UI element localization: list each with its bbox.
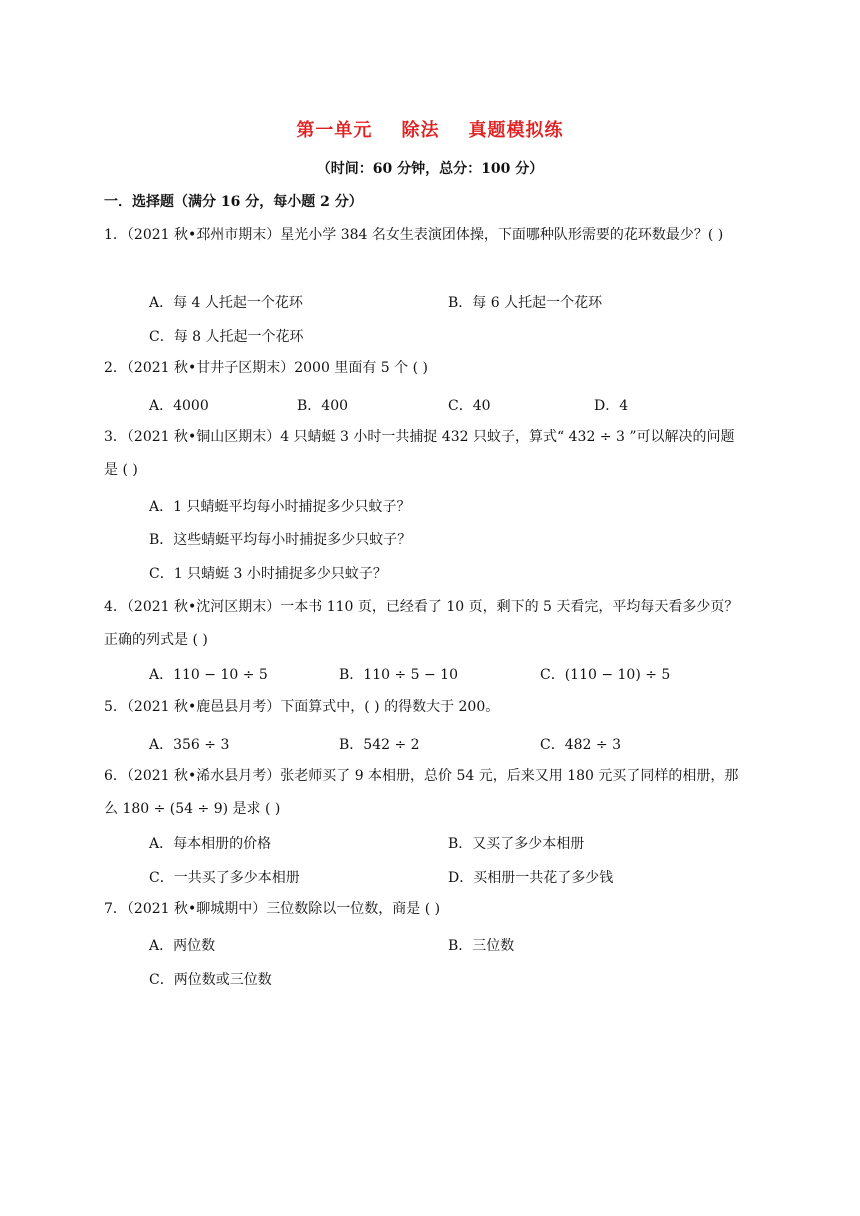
question-7-option-c: C．两位数或三位数 — [149, 972, 272, 988]
question-5-option-b: B．542 ÷ 2 — [339, 737, 420, 753]
question-6-option-d: D．买相册一共花了多少钱 — [448, 870, 614, 886]
question-6-option-c: C．一共买了多少本相册 — [149, 870, 300, 886]
question-6-option-a: A．每本相册的价格 — [149, 836, 272, 852]
question-1-option-b: B．每 6 人托起一个花环 — [448, 295, 603, 311]
question-4-option-c: C．(110 − 10) ÷ 5 — [540, 667, 671, 683]
question-5-stem: 5．（2021 秋•鹿邑县月考）下面算式中，( ) 的得数大于 200。 — [104, 699, 500, 715]
question-1-option-c: C．每 8 人托起一个花环 — [149, 329, 304, 345]
question-2-stem: 2．（2021 秋•甘井子区期末）2000 里面有 5 个 ( ) — [104, 360, 428, 376]
question-3-option-b: B．这些蜻蜓平均每小时捕捉多少只蚊子？ — [149, 532, 412, 548]
question-7-option-b: B．三位数 — [448, 938, 515, 954]
question-3-option-c: C．1 只蜻蜓 3 小时捕捉多少只蚊子？ — [149, 566, 387, 582]
question-7-stem: 7．（2021 秋•聊城期中）三位数除以一位数，商是 ( ) — [104, 901, 441, 917]
question-4-option-a: A．110 − 10 ÷ 5 — [149, 667, 268, 683]
question-3-option-a: A．1 只蜻蜓平均每小时捕捉多少只蚊子？ — [149, 499, 411, 515]
question-7-option-a: A．两位数 — [149, 938, 216, 954]
question-4-stem: 4．（2021 秋•沈河区期末）一本书 110 页，已经看了 10 页，剩下的 5 天看完，平均每天看多少页？正确的列式是 ( ) — [104, 599, 739, 648]
question-1-stem: 1．（2021 秋•邳州市期末）星光小学 384 名女生表演团体操，下面哪种队形需要的花环数最少？( ) — [104, 227, 724, 243]
question-2-option-d: D．4 — [594, 398, 629, 414]
question-2-option-b: B．400 — [297, 398, 349, 414]
question-1-option-a: A．每 4 人托起一个花环 — [149, 295, 303, 311]
question-5-option-c: C．482 ÷ 3 — [540, 737, 621, 753]
page-subtitle: （时间：60 分钟，总分：100 分） — [316, 161, 544, 177]
question-3-stem: 3．（2021 秋•铜山区期末）4 只蜻蜓 3 小时一共捕捉 432 只蚊子，算式“ 432 ÷ 3 ”可以解决的问题是 ( ) — [104, 429, 735, 478]
question-2-option-a: A．4000 — [149, 398, 209, 414]
question-6-stem: 6．（2021 秋•浠水县月考）张老师买了 9 本相册，总价 54 元，后来又用 180 元买了同样的相册，那么 180 ÷ (54 ÷ 9) 是求 ( ) — [104, 768, 739, 817]
page-title: 第一单元 除法 真题模拟练 — [296, 120, 564, 141]
question-2-option-c: C．40 — [448, 398, 491, 414]
question-5-option-a: A．356 ÷ 3 — [149, 737, 230, 753]
question-4-option-b: B．110 ÷ 5 − 10 — [339, 667, 458, 683]
question-6-option-b: B．又买了多少本相册 — [448, 836, 585, 852]
section-heading: 一．选择题（满分 16 分，每小题 2 分） — [104, 194, 363, 210]
